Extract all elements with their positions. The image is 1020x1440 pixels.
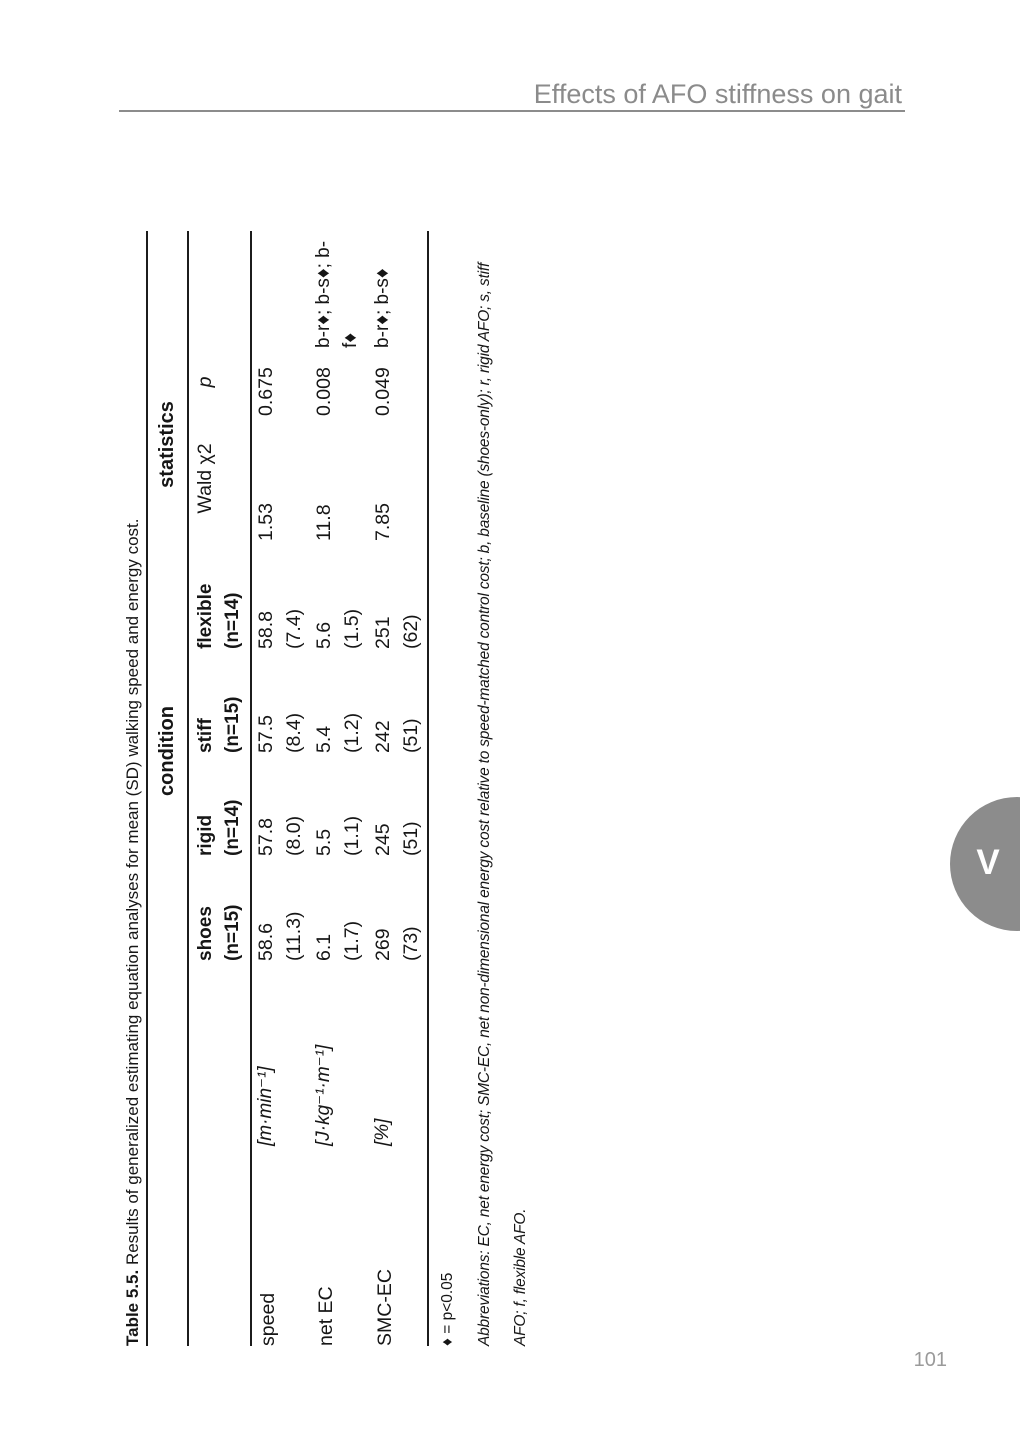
empty-header-cell — [188, 231, 251, 348]
mean-value: 58.6 — [255, 923, 277, 961]
value-cell-flexible — [310, 541, 369, 649]
empty-header-cell — [188, 1146, 251, 1346]
unit-cell: [m·min⁻¹] — [255, 1066, 276, 1146]
chapter-tab-label: V — [976, 843, 1000, 882]
wald-cell: 7.85 — [372, 503, 394, 541]
posthoc-cell — [251, 231, 310, 348]
gee-results-table — [146, 231, 429, 1346]
footnote-significance: ♦ = p<0.05 — [439, 1272, 456, 1346]
condition-name: rigid — [195, 814, 216, 856]
condition-name: flexible — [195, 583, 216, 649]
value-cell-rigid — [310, 753, 369, 856]
unit-cell: [%] — [372, 1118, 393, 1146]
wald-cell: 1.53 — [255, 503, 277, 541]
sd-value: (1.1) — [341, 815, 363, 856]
posthoc-cell: b-r♦; b-s♦ — [372, 268, 393, 348]
table-caption-text: Results of generalized estimating equation analyses for mean (SD) walking speed and energy cost. — [123, 518, 142, 1270]
value-cell-rigid — [369, 753, 428, 856]
spanner-condition: condition — [147, 541, 188, 961]
sd-value: (51) — [400, 821, 422, 856]
mean-value: 58.8 — [255, 611, 277, 649]
mean-value: 269 — [372, 928, 394, 961]
empty-header-cell — [188, 961, 251, 1146]
empty-spanner-cell — [147, 961, 188, 1346]
sd-value: (8.0) — [283, 815, 305, 856]
value-cell-rigid — [251, 753, 310, 856]
p-cell: 0.049 — [372, 367, 394, 416]
table-caption — [122, 231, 143, 1346]
table-row-speed — [251, 231, 310, 1346]
col-header-p: p — [188, 348, 251, 416]
value-cell-stiff — [251, 649, 310, 753]
spanner-statistics: statistics — [147, 348, 188, 541]
unit-cell: [J·kg⁻¹·m⁻¹] — [313, 1044, 334, 1146]
p-cell: 0.008 — [313, 367, 335, 416]
value-cell-shoes — [251, 856, 310, 961]
value-cell-flexible — [251, 541, 310, 649]
sd-value: (1.5) — [341, 608, 363, 649]
value-cell-flexible — [369, 541, 428, 649]
table-row-smc-ec — [369, 231, 428, 1346]
condition-n: (n=14) — [222, 592, 243, 649]
condition-n: (n=15) — [222, 696, 243, 753]
value-cell-stiff — [369, 649, 428, 753]
footnote-abbreviations: Abbreviations: EC, net energy cost; SMC-EC, net non-dimensional energy cost relative to speed-matched control cost; b, baseline (shoes-only); r, rigid AFO; s, stiff AFO; f, flexible AFO. — [476, 262, 529, 1346]
chapter-tab-circle — [950, 797, 1020, 931]
mean-value: 5.6 — [313, 621, 335, 649]
sd-value: (73) — [400, 926, 422, 961]
mean-value: 5.4 — [313, 725, 335, 753]
page-number: 101 — [913, 1349, 947, 1371]
value-cell-shoes — [310, 856, 369, 961]
row-label: SMC-EC — [374, 1269, 396, 1346]
col-header-rigid — [188, 753, 251, 856]
header-row — [188, 231, 251, 1346]
col-header-stiff — [188, 649, 251, 753]
condition-name: shoes — [195, 906, 216, 961]
table-row-net-ec — [310, 231, 369, 1346]
sd-value: (8.4) — [283, 712, 305, 753]
posthoc-cell: b-r♦; b-s♦; b-f♦ — [313, 240, 361, 348]
condition-n: (n=15) — [222, 904, 243, 961]
mean-value: 251 — [372, 616, 394, 649]
p-cell: 0.675 — [255, 367, 277, 416]
empty-spanner-cell — [147, 231, 188, 348]
mean-value: 57.8 — [255, 818, 277, 856]
condition-n: (n=14) — [222, 799, 243, 856]
mean-value: 5.5 — [313, 828, 335, 856]
value-cell-shoes — [369, 856, 428, 961]
sd-value: (1.2) — [341, 712, 363, 753]
row-label: net EC — [315, 1286, 337, 1346]
rotated-table-block — [122, 231, 529, 1346]
condition-name: stiff — [195, 718, 216, 753]
col-header-wald-chi2: Wald χ2 — [188, 416, 251, 541]
value-cell-stiff — [310, 649, 369, 753]
mean-value: 57.5 — [255, 715, 277, 753]
col-header-shoes — [188, 856, 251, 961]
wald-cell: 11.8 — [313, 504, 335, 541]
page-title: Effects of AFO stiffness on gait — [533, 79, 902, 109]
sd-value: (7.4) — [283, 608, 305, 649]
col-header-flexible — [188, 541, 251, 649]
mean-value: 242 — [372, 720, 394, 753]
mean-value: 245 — [372, 823, 394, 856]
sd-value: (51) — [400, 718, 422, 753]
spanner-row — [147, 231, 188, 1346]
mean-value: 6.1 — [313, 933, 335, 961]
sd-value: (11.3) — [283, 911, 305, 961]
title-rule-divider — [119, 110, 905, 112]
sd-value: (1.7) — [341, 920, 363, 961]
sd-value: (62) — [400, 614, 422, 649]
row-label: speed — [257, 1292, 279, 1346]
table-caption-label: Table 5.5. — [123, 1269, 142, 1346]
